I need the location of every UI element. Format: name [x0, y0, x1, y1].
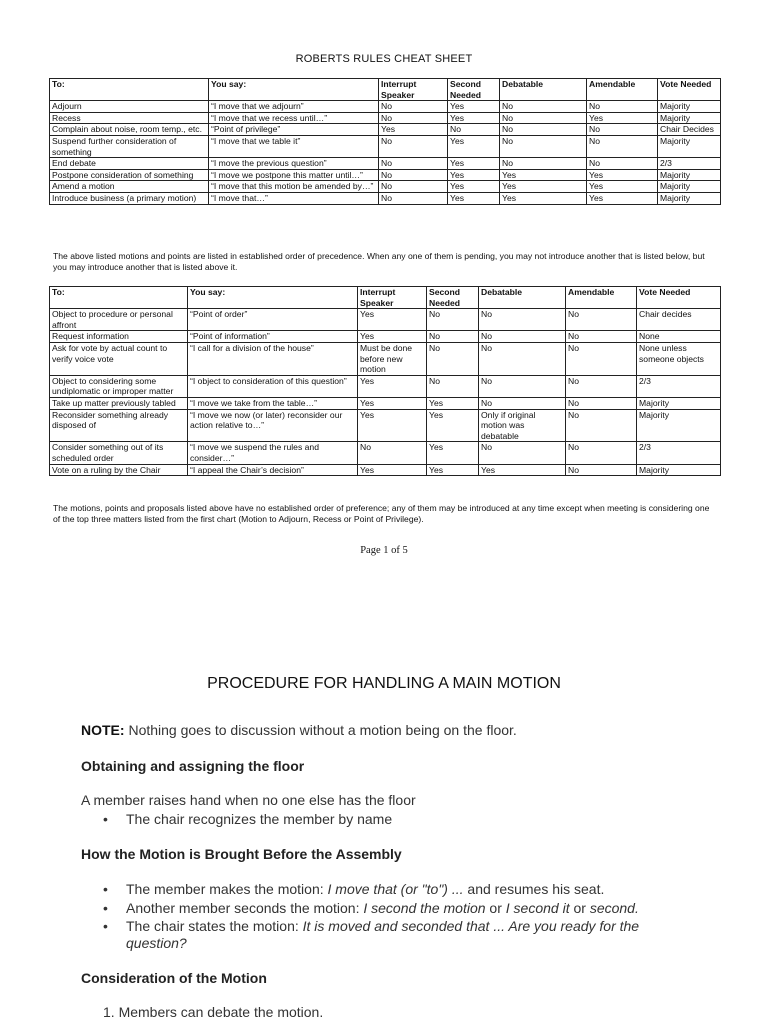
- table-cell: Yes: [427, 397, 479, 409]
- table-cell: “I move that this motion be amended by…”: [209, 181, 379, 193]
- table-cell: Yes: [448, 135, 500, 157]
- table-cell: Yes: [500, 169, 587, 181]
- table-cell: Chair Decides: [658, 124, 721, 136]
- table-cell: 2/3: [637, 442, 721, 464]
- table-cell: Yes: [358, 409, 427, 442]
- table-cell: Yes: [427, 464, 479, 476]
- table-row: [50, 169, 721, 181]
- table-cell: No: [379, 158, 448, 170]
- note-text: Nothing goes to discussion without a motion being on the floor.: [124, 722, 517, 738]
- table-cell: “I move we postpone this matter until…”: [209, 169, 379, 181]
- table-cell: Yes: [448, 192, 500, 204]
- table-cell: No: [566, 442, 637, 464]
- table-cell: Yes: [379, 124, 448, 136]
- table-cell: Yes: [448, 112, 500, 124]
- table-row: [50, 409, 721, 442]
- table-cell: Majority: [637, 409, 721, 442]
- table-cell: Yes: [587, 192, 658, 204]
- column-header: Vote Needed: [658, 79, 721, 101]
- table-cell: Vote on a ruling by the Chair: [50, 464, 188, 476]
- bullet-italic: It is moved and seconded that ... Are you ready for the: [302, 918, 640, 934]
- bullet-text: The chair states the motion:: [126, 918, 303, 934]
- precedence-note: The above listed motions and points are listed in established order of precedence. When any one of them is pending, you may not introduce another that is listed below, but you may introduce another that is listed above it.: [53, 251, 705, 272]
- table-cell: Object to considering some undiplomatic or improper matter: [50, 375, 188, 397]
- table-cell: Must be done before new motion: [358, 342, 427, 375]
- table-cell: No: [379, 192, 448, 204]
- table-cell: Adjourn: [50, 101, 209, 113]
- table-cell: No: [587, 158, 658, 170]
- table-cell: No: [379, 135, 448, 157]
- table-cell: Yes: [427, 409, 479, 442]
- table-cell: “Point of information”: [188, 331, 358, 343]
- table-cell: Majority: [658, 101, 721, 113]
- bullet-text: The member makes the motion:: [126, 881, 328, 897]
- table-cell: Yes: [448, 158, 500, 170]
- table-cell: End debate: [50, 158, 209, 170]
- bullet-italic: second.: [589, 900, 639, 916]
- table-row: [50, 112, 721, 124]
- table-cell: 2/3: [637, 375, 721, 397]
- bullet-italic: I move that (or "to") ...: [327, 881, 464, 897]
- table-cell: Postpone consideration of something: [50, 169, 209, 181]
- table-cell: Yes: [358, 331, 427, 343]
- table-cell: No: [479, 442, 566, 464]
- table-cell: No: [379, 169, 448, 181]
- table-cell: No: [479, 309, 566, 331]
- table-cell: Yes: [358, 397, 427, 409]
- column-header: Vote Needed: [637, 287, 721, 309]
- preference-note: The motions, points and proposals listed above have no established order of preference; any of them may be introduced at any time except when meeting is considering one of the top three matters listed from the first chart (Motion to Adjourn, Recess or Point of Privilege).: [53, 503, 710, 524]
- table-row: [50, 442, 721, 464]
- table-cell: No: [479, 331, 566, 343]
- column-header: To:: [50, 79, 209, 101]
- table-row: [50, 309, 721, 331]
- table-cell: Introduce business (a primary motion): [50, 192, 209, 204]
- table-cell: No: [566, 309, 637, 331]
- table-row: [50, 101, 721, 113]
- table-cell: “I move that we recess until…”: [209, 112, 379, 124]
- table-row: [50, 375, 721, 397]
- table-cell: No: [500, 135, 587, 157]
- table-cell: Amend a motion: [50, 181, 209, 193]
- table-cell: Object to procedure or personal affront: [50, 309, 188, 331]
- table-header-row: [50, 287, 721, 309]
- table-cell: No: [479, 342, 566, 375]
- bullet-text: or: [485, 900, 506, 916]
- note-label: NOTE:: [81, 722, 125, 738]
- section-heading-motion: How the Motion is Brought Before the Assembly: [81, 846, 402, 862]
- table-cell: Chair decides: [637, 309, 721, 331]
- column-header: Debatable: [479, 287, 566, 309]
- table-cell: No: [566, 342, 637, 375]
- section-floor-text: A member raises hand when no one else has the floor: [81, 792, 416, 808]
- column-header: You say:: [188, 287, 358, 309]
- table-row: [50, 158, 721, 170]
- section-heading-floor: Obtaining and assigning the floor: [81, 758, 305, 774]
- table-cell: “I move we take from the table…”: [188, 397, 358, 409]
- bullet-italic: question?: [126, 935, 187, 951]
- table-cell: No: [566, 331, 637, 343]
- table-cell: “Point of privilege”: [209, 124, 379, 136]
- cheat-sheet-title: ROBERTS RULES CHEAT SHEET: [295, 53, 473, 65]
- table-cell: No: [427, 342, 479, 375]
- table-cell: Yes: [479, 464, 566, 476]
- table-cell: Yes: [448, 169, 500, 181]
- bullet-italic: I second the motion: [363, 900, 486, 916]
- bullet-dot: •: [103, 811, 108, 827]
- bullet-states-motion: [103, 918, 639, 934]
- table-cell: Consider something out of its scheduled order: [50, 442, 188, 464]
- table-cell: No: [379, 101, 448, 113]
- table-cell: Majority: [658, 169, 721, 181]
- table-cell: Yes: [500, 192, 587, 204]
- bullet-makes-motion: [103, 881, 604, 897]
- bullet-text: The chair recognizes the member by name: [126, 811, 393, 827]
- table-cell: No: [566, 464, 637, 476]
- table-cell: Yes: [448, 101, 500, 113]
- table-cell: “I move that we adjourn”: [209, 101, 379, 113]
- bullet-text: and resumes his seat.: [463, 881, 605, 897]
- table-row: [50, 397, 721, 409]
- table-cell: “I object to consideration of this question”: [188, 375, 358, 397]
- table-cell: “I move that we table it”: [209, 135, 379, 157]
- table-row: [50, 181, 721, 193]
- table-cell: Yes: [500, 181, 587, 193]
- column-header: Interrupt Speaker: [358, 287, 427, 309]
- table-row: [50, 124, 721, 136]
- table-cell: No: [500, 112, 587, 124]
- table-cell: No: [427, 309, 479, 331]
- bullet-text: or: [569, 900, 590, 916]
- incidental-motions-table: [49, 286, 721, 476]
- column-header: Amendable: [587, 79, 658, 101]
- table-row: [50, 464, 721, 476]
- table-cell: Yes: [587, 112, 658, 124]
- numbered-item-debate: 1. Members can debate the motion.: [103, 1004, 324, 1020]
- table-cell: Majority: [658, 181, 721, 193]
- procedure-title: PROCEDURE FOR HANDLING A MAIN MOTION: [207, 675, 561, 692]
- table-cell: No: [587, 101, 658, 113]
- table-cell: No: [566, 375, 637, 397]
- table-cell: “I call for a division of the house”: [188, 342, 358, 375]
- table-cell: No: [500, 124, 587, 136]
- table-cell: No: [427, 375, 479, 397]
- table-cell: No: [479, 397, 566, 409]
- table-row: [50, 192, 721, 204]
- note-line: [81, 722, 517, 738]
- table-cell: Take up matter previously tabled: [50, 397, 188, 409]
- table-row: [50, 342, 721, 375]
- page-number: Page 1 of 5: [360, 545, 408, 556]
- table-cell: No: [587, 135, 658, 157]
- table-cell: No: [479, 375, 566, 397]
- table-cell: No: [500, 158, 587, 170]
- section-heading-consideration: Consideration of the Motion: [81, 970, 267, 986]
- table-cell: Ask for vote by actual count to verify voice vote: [50, 342, 188, 375]
- table-cell: “I move we suspend the rules and consider…”: [188, 442, 358, 464]
- table-cell: Yes: [448, 181, 500, 193]
- table-cell: Only if original motion was debatable: [479, 409, 566, 442]
- column-header: Second Needed: [448, 79, 500, 101]
- table-cell: Majority: [658, 112, 721, 124]
- table-cell: Suspend further consideration of something: [50, 135, 209, 157]
- table-cell: Majority: [658, 192, 721, 204]
- table-cell: Recess: [50, 112, 209, 124]
- table-cell: Majority: [637, 397, 721, 409]
- table-cell: None: [637, 331, 721, 343]
- bullet-dot: •: [103, 900, 108, 916]
- table-cell: Yes: [587, 169, 658, 181]
- table-row: [50, 331, 721, 343]
- bullet-seconds-motion: [103, 900, 639, 916]
- table-cell: No: [379, 112, 448, 124]
- column-header: Debatable: [500, 79, 587, 101]
- table-header-row: [50, 79, 721, 101]
- table-cell: Yes: [358, 464, 427, 476]
- bullet-recognizes: [103, 811, 392, 827]
- table-cell: Majority: [637, 464, 721, 476]
- table-cell: “I move we now (or later) reconsider our action relative to…”: [188, 409, 358, 442]
- column-header: Interrupt Speaker: [379, 79, 448, 101]
- bullet-italic: I second it: [505, 900, 570, 916]
- table-cell: Complain about noise, room temp., etc.: [50, 124, 209, 136]
- bullet-dot: •: [103, 918, 108, 934]
- table-cell: No: [379, 181, 448, 193]
- table-cell: No: [566, 409, 637, 442]
- column-header: Second Needed: [427, 287, 479, 309]
- column-header: To:: [50, 287, 188, 309]
- table-cell: 2/3: [658, 158, 721, 170]
- precedence-motions-table: [49, 78, 721, 205]
- table-cell: Majority: [658, 135, 721, 157]
- table-cell: No: [448, 124, 500, 136]
- table-cell: No: [427, 331, 479, 343]
- bullet-text: Another member seconds the motion:: [126, 900, 364, 916]
- table-cell: Yes: [358, 375, 427, 397]
- table-cell: No: [587, 124, 658, 136]
- table-cell: “Point of order”: [188, 309, 358, 331]
- table-row: [50, 135, 721, 157]
- column-header: Amendable: [566, 287, 637, 309]
- column-header: You say:: [209, 79, 379, 101]
- table-cell: “I move that…”: [209, 192, 379, 204]
- bullet-states-motion-cont: [126, 935, 187, 951]
- table-cell: Request information: [50, 331, 188, 343]
- table-cell: “I move the previous question”: [209, 158, 379, 170]
- table-cell: No: [500, 101, 587, 113]
- table-cell: None unless someone objects: [637, 342, 721, 375]
- table-cell: No: [358, 442, 427, 464]
- table-cell: Yes: [587, 181, 658, 193]
- table-cell: Reconsider something already disposed of: [50, 409, 188, 442]
- bullet-dot: •: [103, 881, 108, 897]
- table-cell: Yes: [358, 309, 427, 331]
- table-cell: Yes: [427, 442, 479, 464]
- table-cell: No: [566, 397, 637, 409]
- table-cell: “I appeal the Chair’s decision”: [188, 464, 358, 476]
